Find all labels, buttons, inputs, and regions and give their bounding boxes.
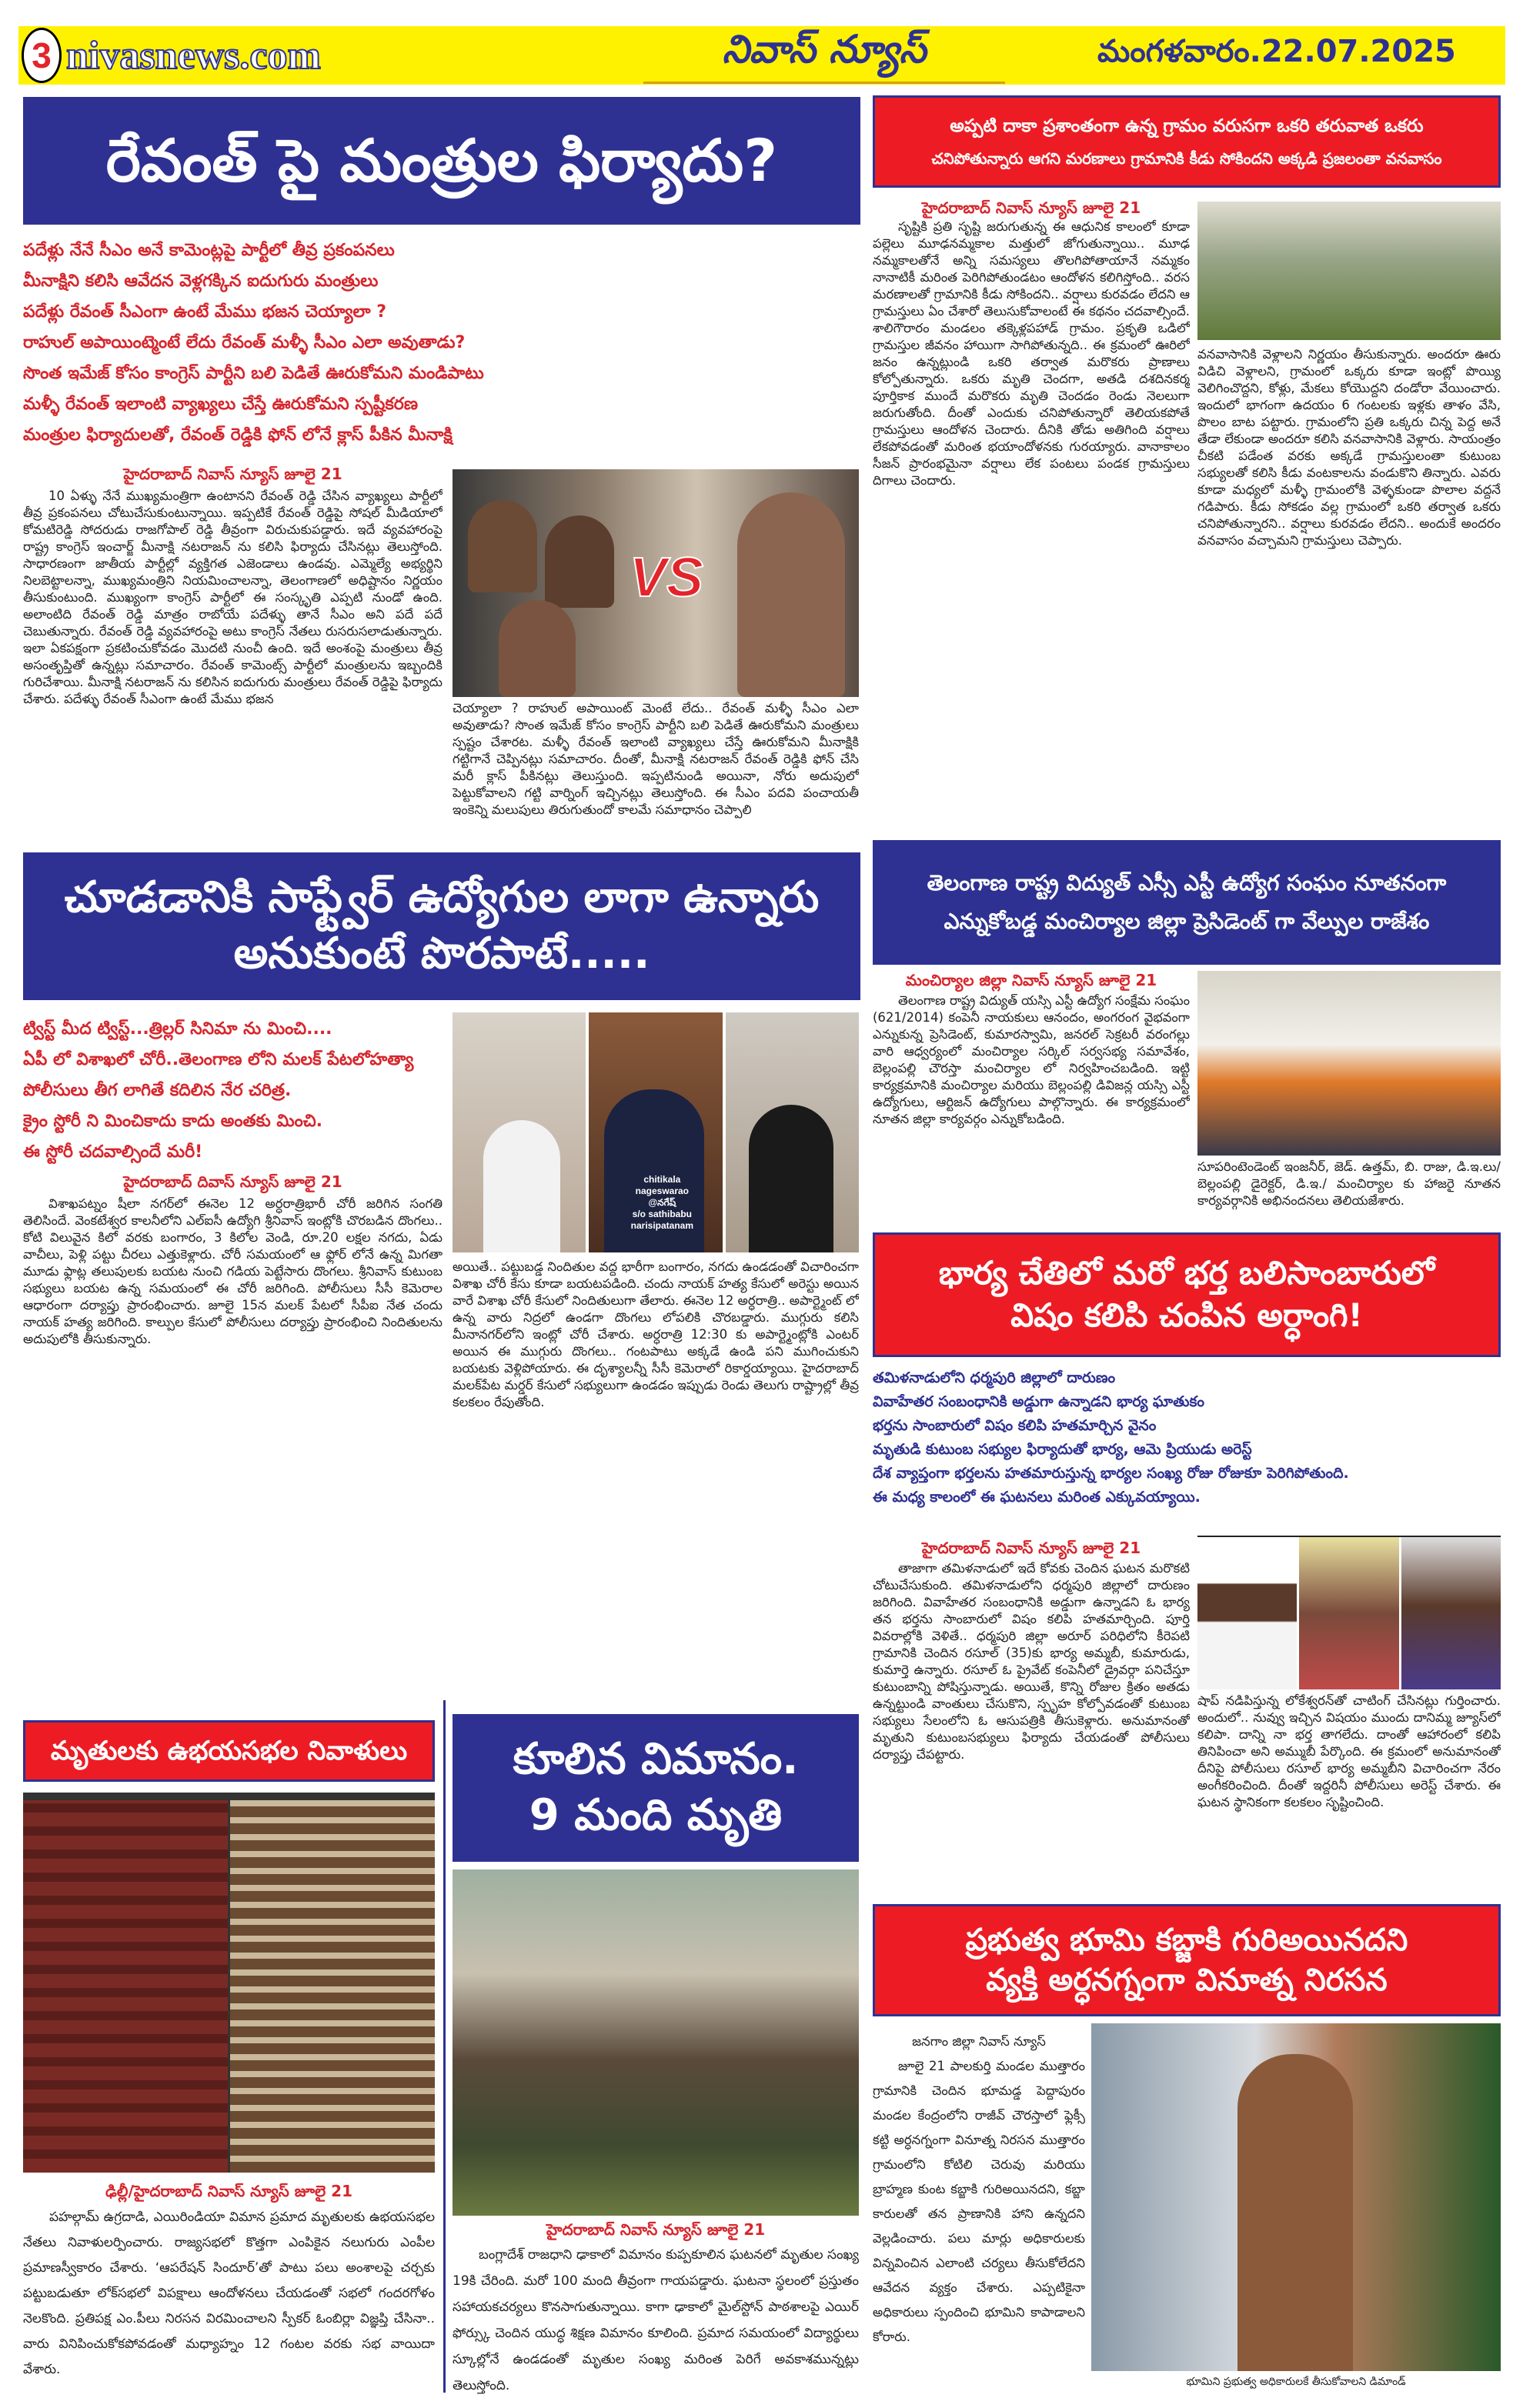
subhead: మృతుడి కుటుంబ సభ్యుల ఫిర్యాదుతో భార్య, ఆమె ప్రియుడు అరెస్ట్ [873, 1441, 1252, 1458]
subhead: దేశ వ్యాప్తంగా భర్తలను హతమారుస్తున్న భార్యల సంఖ్య రోజు రోజుకూ పెరిగిపోతుంది. [873, 1465, 1349, 1482]
story7-photo [1197, 1536, 1501, 1689]
story7-subheads [873, 1366, 1501, 1509]
subhead: తమిళనాడులోని ధర్మపురి జిల్లాలో దారుణం [873, 1369, 1116, 1386]
paragraph: వనవాసానికి వెళ్లాలని నిర్ణయం తీసుకున్నారు. అందరూ ఊరు విడిచి వెళ్లాలని, గ్రామంలో ఒక్కరు కూడా ఇంట్లో పొయ్యి వెలిగించొద్దని, కోళ్లు, మేకలు కోయొద్దని దండోరా వేయించారు. ఇందులో భాగంగా ఉదయం 6 గంటలకు ఇళ్లకు తాళం వేసి, పొలం బాట పట్టారు. గ్రామంలోని ప్రతి ఒక్కరు చిన్న పెద్ద అనే తేడా లేకుండా అందరూ కలిసి వనవాసానికి వెళ్లారు. సాయంత్రం చీకటి పడేంత వరకు అక్కడే గ్రామస్తులంతా కుటుంబ సభ్యులతో కలిసి కీడు వంటకాలను వండుకొని తిన్నారు. ఎవరు కూడా మధ్యలో మళ్ళీ గ్రామంలోకి వెళ్ళకుండా పొలాల వద్దనే గడిపారు. కీడు సోకడం వల్ల గ్రామంలో ఒకరి తర్వాత ఒకరు చనిపోతున్నారని.. వర్షాలు కురవడం లేదని.. అందుకే అందరం వనవాసం వచ్చామని గ్రామస్తులు చెప్పారు. [1197, 347, 1501, 548]
person-figure [1237, 2054, 1353, 2371]
person-figure [499, 600, 576, 697]
story2-subheads [23, 1014, 443, 1168]
suspect-photo [589, 1012, 722, 1252]
story8-body [873, 2029, 1085, 2377]
accused-photo [1401, 1537, 1501, 1689]
paragraph: పహల్గామ్ ఉగ్రదాడి, ఎయిరిండియా విమాన ప్రమాద మృతులకు ఉభయసభల నేతలు నివాళులర్పించారు. రాజ్యసభలో కొత్తగా ఎంపికైన నలుగురు ఎంపీల ప్రమాణస్వీకారం చేశారు. ‘ఆపరేషన్ సిందూర్’తో పాటు పలు అంశాలపై చర్చకు పట్టుబడుతూ లోక్‌సభలో విపక్షాలు ఆందోళనలు చేయడంతో సభలో గందరగోళం నెలకొంది. ప్రతిపక్ష ఎం.పీలు నిరసన విరమించాలని స్పీకర్ ఓంబిర్లా విజ్ఞప్తి చేసినా.. వారు వినిపించుకోకపోవడంతో మధ్యాహ్నం 12 గంటల వరకు సభ వాయిదా వేశారు. [23, 2210, 435, 2377]
subhead: ట్విస్ట్ మీద ట్విస్ట్...త్రిల్లర్ సినిమా ను మించి.... [23, 1019, 332, 1039]
parliament-photo [23, 1800, 228, 2173]
story1-dateline: హైదరాబాద్ నివాస్ న్యూస్ జూలై 21 [123, 465, 342, 483]
subhead: మళ్ళీ రేవంత్ ఇలాంటి వ్యాఖ్యలు చేస్తే ఊరుకోమని స్పష్టీకరణ [23, 395, 419, 414]
story6-dateline: మంచిర్యాల జిల్లా నివాస్ న్యూస్ జూలై 21 [905, 971, 1157, 989]
subhead: పోలీసులు తీగ లాగితే కదిలిన నేర చరిత్ర. [23, 1081, 292, 1100]
story1-body-right [453, 700, 859, 839]
story6-body [873, 992, 1190, 1157]
headline-line: కూలిన విమానం. [513, 1734, 799, 1785]
paragraph: తాజాగా తమిళనాడులో ఇదే కోవకు చెందిన ఘటన మరొకటి చోటుచేసుకుంది. తమిళనాడులోని ధర్మపురి జిల్లాలో దారుణం జరిగింది. వివాహేతర సంబంధానికి అడ్డుగా ఉన్నాడని ఓ భార్య తన భర్తను సాంబారులో విషం కలిపి హతమార్చింది. పూర్తి వివరాల్లోకి వెళితే.. ధర్మపురి జిల్లా అరూర్ పరిధిలోని కీరెపటి గ్రామానికి చెందిన రసూల్ (35)కు భార్య అమ్మబీ, కుమారుడు, కుమార్తె ఉన్నారు. రసూల్ ఓ ప్రైవేట్ కంపెనీలో డ్రైవర్గా పనిచేస్తూ కుటుంబాన్ని పోషిస్తున్నాడు. అయితే, కొన్ని రోజుల క్రితం అతడు ఉన్నట్టుండి వాంతులు చేసుకొని, స్పృహ కోల్పోవడంతో కుటుంబ సభ్యులు సేలంలోని ఓ ఆసుపత్రికి తీసుకెళ్లారు. అనుమానంతో మృతుని కుటుంబసభ్యులు ఫిర్యాదు చేయడంతో పోలీసులు దర్యాప్తు చేపట్టారు. [873, 1561, 1190, 1762]
story5-body-right [1197, 346, 1501, 819]
caption-line: s/o sathibabu [632, 1209, 692, 1219]
page-number: 3 [22, 28, 62, 83]
story1-headline: రేవంత్ పై మంత్రుల ఫిర్యాదు? [23, 97, 860, 225]
story2-body-left [23, 1196, 443, 1696]
person-figure [468, 500, 537, 592]
headline-line: ఎన్నుకోబడ్డ మంచిర్యాల జిల్లా ప్రెసిడెంట్ గా వేల్పుల రాజేశం [944, 909, 1430, 934]
headline-line: భార్య చేతిలో మరో భర్త బలిసాంబారులో [938, 1254, 1435, 1292]
union-meeting-photo [1197, 971, 1501, 1156]
column-divider [443, 1700, 446, 2177]
subhead: పదేళ్లు రేవంత్ సీఎంగా ఉంటే మేము భజన చెయ్యాలా ? [23, 302, 386, 322]
story5-headline [873, 95, 1501, 188]
suspect-photo [726, 1012, 859, 1252]
paragraph: బంగ్లాదేశ్ రాజధాని ఢాకాలో విమానం కుప్పకూలిన ఘటనలో మృతుల సంఖ్య 19కి చేరింది. మరో 100 మంది తీవ్రంగా గాయపడ్డారు. ఘటనా స్థలంలో ప్రస్తుతం సహాయకచర్యలు కొనసాగుతున్నాయి. కాగా ఢాకాలో మైల్‌స్టోన్ పాఠశాలపై ఎయిర్ ఫోర్స్కు చెందిన యుద్ధ శిక్షణ విమానం కూలింది. ప్రమాద సమయంలో విద్యార్థులు స్కూల్లోనే ఉండడంతో మృతుల సంఖ్య మరింత పెరిగే అవకాశమున్నట్లు తెలుస్తోంది. [453, 2247, 859, 2393]
paragraph: తెలంగాణ రాష్ట్ర విద్యుత్ యస్సి ఎస్టీ ఉద్యోగ సంక్షేమ సంఘం (621/2014) కంపెనీ నాయకులు ఆనందం, అంగరంగ వైభవంగా ఎన్నుకున్న ప్రెసిడెంట్, కుమారస్వామి, జనరల్ సెక్రటరీ వరంగల్లు వారి ఆధ్వర్యంలో మంచిర్యాల సర్కిల్ సర్వసభ్య సమావేశం, బెల్లంపల్లి చౌరస్తా మంచిర్యాల లో నిర్వహించబడింది. ఇట్టి కార్యక్రమానికి మంచిర్యాల మరియు బెల్లంపల్లి డివిజన్ల యస్సి ఎస్టీ ఉద్యోగులు, ఆర్టిజన్ ఉద్యోగులు పాల్గొన్నారు. ఈ కార్యక్రమంలో నూతన జిల్లా కార్యవర్గం ఎన్నుకోబడింది. [873, 993, 1190, 1126]
story4-dateline: హైదరాబాద్ నివాస్ న్యూస్ జూలై 21 [546, 2220, 766, 2239]
story8-headline [873, 1904, 1501, 2016]
story3-body [23, 2205, 435, 2383]
paragraph: 10 ఏళ్ళు నేనే ముఖ్యమంత్రిగా ఉంటానని రేవంత్ రెడ్డి చేసిన వ్యాఖ్యలు పార్టీలో తీవ్ర ప్రకంపనలు చోటుచేసుకుంటున్నాయి. ఇప్పటికే రేవంత్ రెడ్డిపై సోషల్ మీడియాలో కోమటిరెడ్డి సోదరుడు రాజగోపాల్ రెడ్డి తీవ్రంగా విరుచుకుపడ్డారు. ఇదే వ్యవహారంపై రాష్ట్ర కాంగ్రెస్ ఇంచార్జ్ మీనాక్షి నటరాజన్ ను కలిసి ఫిర్యాదు చేసినట్లు తెలుస్తోంది. సాధారణంగా జాతీయ పార్టీల్లో వ్యక్తిగత ఎజెండాలు ఉండవు. ఎమ్మెల్యే అభ్యర్థిని నిలబెట్టాలన్నా, ముఖ్యమంత్రిని నియమించాలన్నా, తెలంగాణలో అధిష్టానం నిర్ణయం తీసుకుంటుంది. ముఖ్యంగా కాంగ్రెస్ పార్టీలో ఈ సంస్కృతి ఎప్పటి నుండో ఉంది. అలాంటిది రేవంత్ రెడ్డి మాత్రం రాబోయే పదేళ్ళు తానే సీఎం అని పదే పదే చెబుతున్నారు. రేవంత్ రెడ్డి వ్యవహారంపై అటు కాంగ్రెస్ నేతలు రుసరుసలాడుతున్నారు. ఇలా ఏకపక్షంగా ప్రకటించుకోవడం మొదటి నుంచీ ఉంది. ఇదే అంశంపై మంత్రులు తీవ్ర అసంతృప్తితో ఉన్నట్లు సమాచారం. రేవంత్ కామెంట్స్ పార్టీలో మంత్రులను ఇబ్బందికి గురిచేశాయి. మీనాక్షి నటరాజన్ ను కలిసిన ఐదుగురు మంత్రులు రేవంత్ రెడ్డిపై ఫిర్యాదు చేశారు. పదేళ్ళు రేవంత్ సీఎంగా ఉంటే మేము భజన [23, 489, 443, 706]
story3-headline: మృతులకు ఉభయసభల నివాళులు [23, 1720, 435, 1782]
story7-body-right [1197, 1693, 1501, 1883]
villagers-photo [1197, 202, 1501, 340]
paragraph: విశాఖపట్నం షీలా నగర్‌లో ఈనెల 12 అర్ధరాత్రిభారీ చోరీ జరిగిన సంగతి తెలిసిందే. వెంకటేశ్వర కాలనీలోని ఎల్ఐసీ ఉద్యోగి శ్రీనివాస్ ఇంట్లోకి చొరబడిన దొంగలు.. కోటి విలువైన కిలో వరకు బంగారం, 3 కిలోల వెండి, రూ.20 లక్షల నగదు, ఏడు వాచీలు, పెళ్లి పట్టు చీరలు ఎత్తుకెళ్లారు. చోరీ సమయంలో ఆ ఫ్లోర్ లోనే ఉన్న మిగతా మూడు ఫ్లాట్ల తలుపులకు బయట నుంచి గడియ పెట్టేసారు దొంగలు. శ్రీనివాస్ కుటుంబ సభ్యులు బయట ఉన్న సమయంలో ఈ చోరీ జరిగింది. పోలీసులు సీసీ కెమెరాల ఆధారంగా దర్యాప్తు ప్రారంభించారు. జూలై 15న మలక్ పేటలో సీపీఐ నేత చందు నాయక్ హత్య జరిగింది. కాల్పుల కేసులో పోలీసులు దర్యాప్తు ప్రారంభించి నిందితులను అదుపులోకి తీసుకున్నారు. [23, 1196, 443, 1346]
paragraph: సృష్టికి ప్రతి సృష్టి జరుగుతున్న ఈ ఆధునిక కాలంలో కూడా పల్లెలు మూఢనమ్మకాల మత్తులో జోగుతున్నాయి.. మూఢ నమ్మకాలతోనే అన్ని సమస్యలు తొలగిపోతాయానే నమ్మకం నానాటికీ మరింత పెరిగిపోతుండటం ఆందోళన కలిగిస్తోంది.. వరస మరణాలతో గ్రామానికి కీడు సోకిందని.. వర్షాలు కురవడం లేదని ఆ గ్రామస్తులు ఏం చేశారో తెలుసుకోవాలంటే ఈ కథనం చదవాల్సిందే. శాలిగౌరారం మండలం తక్కెళ్లపహాడ్ గ్రామం. ప్రకృతి ఒడిలో గ్రామస్తుల జీవనం హాయిగా సాగిపోతున్నది.. ఈ క్రమంలో ఊరిలో జనం ఉన్నట్లుండి ఒకరి తర్వాత మరొకరు ప్రాణాలు కోల్పోతున్నారు. ఒకరు మృతి చెందగా, అతడి దశదినకర్మ పూర్తికాక ముందే మరొకరు మృతి చెందడం రెండు నెలలుగా జరుగుతోంది. దీంతో ఎందుకు చనిపోతున్నారో తెలియకపోతే గ్రామస్తులు ఆందోళన చెందారు. దీనికి తోడు అతిగింది వర్షాలు లేకపోవడంతో మరింత భయాందోళనకు గురయ్యారు. వానాకాలం సీజన్ ప్రారంభమైనా వర్షాలు లేక పంటలు పండక గ్రామస్తులు దిగాలు చెందారు. [873, 219, 1190, 488]
story2-headline: చూడడానికి సాఫ్ట్వేర్ ఉద్యోగుల లాగా ఉన్నారు అనుకుంటే పొరపాటే..... [23, 852, 860, 1000]
subhead: పదేళ్లు నేనే సీఎం అనే కామెంట్లపై పార్టీలో తీవ్ర ప్రకంపనలు [23, 241, 395, 260]
issue-date: మంగళవారం.22.07.2025 [1097, 34, 1456, 69]
person-figure [749, 1105, 833, 1252]
story1-body-left [23, 488, 443, 834]
paragraph: షాప్ నడిపిస్తున్న లోకేశ్వరన్‌తో చాటింగ్ చేసినట్లు గుర్తించారు. అందులో.. నువ్వు ఇచ్చిన విషయం ముందు దానిమ్మ జ్యూస్‌లో కలిపా. దాన్ని నా భర్త తాగలేదు. దాంతో ఆహారంలో కలిపి తినిపించా అని అమ్ముబీ పేర్కొంది. ఈ క్రమంలో అనుమానంతో దీనిపై పోలీసులు రసూల్ భార్య అమ్మబీని విచారించగా నేరం అంగీకరించింది. దీంతో ఇద్దరినీ పోలీసులు అరెస్ట్ చేశారు. ఈ ఘటన స్థానికంగా కలకలం సృష్టించింది. [1197, 1693, 1501, 1809]
subhead: మంత్రుల ఫిర్యాదులతో, రేవంత్ రెడ్డికి ఫోన్ లోనే క్లాస్ పీకిన మీనాక్షి [23, 425, 453, 445]
headline-line: చనిపోతున్నారు ఆగని మరణాలు గ్రామానికి కీడు సోకిందని అక్కడి ప్రజలంతా వనవాసం [931, 148, 1442, 168]
caption-line: @నగేష్ [648, 1197, 676, 1208]
caption-line: narisipatanam [630, 1220, 694, 1231]
story1-photo [453, 469, 859, 697]
vs-label: VS [630, 547, 704, 609]
headline-line: తెలంగాణ రాష్ట్ర విద్యుత్ ఎస్సీ ఎస్టీ ఉద్యోగ సంఘం నూతనంగా [927, 869, 1447, 895]
paragraph: జూలై 21 పాలకుర్తి మండల ముత్తారం గ్రామానికి చెందిన భూమడ్డ పెద్దాపురం మండల కేంద్రంలోని రాజీవ్ చౌరస్తాలో ఫ్లెక్సీ కట్టి అర్ధనగ్నంగా వినూత్న నిరసన ముత్తారం గ్రామంలోని కోటిలి చెరువు మరియు బ్రాహ్మణ కుంట కబ్జాకి గురిఅయినదని, కబ్జా కారులతో తన ప్రాణానికి హాని ఉన్నదని వెల్లడించారు. పలు మార్లు అధికారులకు విన్నవించిన ఎలాంటి చర్యలు తీసుకోలేదని ఆవేదన వ్యక్తం చేశారు. ఎప్పటికైనా అధికారులు స్పందించి భూమిని కాపాడాలని కోరారు. [873, 2059, 1085, 2344]
person-figure [545, 515, 614, 608]
story1-subheads [23, 235, 860, 451]
caption-line: chitikala [643, 1174, 681, 1185]
person-figure [737, 492, 845, 697]
subhead: ఈ మధ్య కాలంలో ఈ ఘటనలు మరింత ఎక్కువయ్యాయి. [873, 1489, 1201, 1506]
parliament-photo [230, 1800, 435, 2173]
suspect-photo [453, 1012, 586, 1252]
paragraph: అయితే.. పట్టుబడ్డ నిందితుల వద్ద భారీగా బంగారం, నగదు ఉండడంతో విచారించగా విశాఖ చోరీ కేసు కూడా బయటపడింది. చందు నాయక్ హత్య కేసులో అరెస్టు అయిన వారే విశాఖ చోరీ కేసులో నిందితులుగా తేలారు. ఈనెల 12 అర్ధరాత్రి.. అపార్ట్మెంట్ లో ఉన్న వారు నిద్రలో ఉండగా దొంగలు లోపలికి చొరబడ్డారు. ముగ్గురు కలిసి మీనానగర్‌లోని ఇంట్లో చోరీ చేశారు. అర్ధరాత్రి 12:30 కు అపార్ట్మెంట్లోకి ఎంటర్ అయిన ఈ ముగ్గురు దొంగలు.. గంటపాటు అక్కడే ఉండి పని ముగించుకుని బయటకు వెళ్లిపోయారు. ఈ దృశ్యాలన్నీ సీసీ కెమెరాలో రికార్డయ్యాయి. హైదరాబాద్ మలక్‌పేట మర్డర్ కేసులో సభ్యులుగా ఉండడం ఇప్పుడు రెండు తెలుగు రాష్ట్రాల్లో తీవ్ర కలకలం రేపుతోంది. [453, 1259, 859, 1409]
story6-body-full [1197, 1159, 1501, 1209]
headline-line: ప్రభుత్వ భూమి కబ్జాకి గురిఅయినదని [965, 1923, 1408, 1958]
story3-photo [23, 1793, 435, 2173]
paragraph: సూపరింటెండెంట్ ఇంజనీర్, జెడ్. ఉత్తమ్, బి. రాజు, డి.ఇ.లు/బెల్లంపల్లి డైరెక్టర్, డి.ఇ./ మంచిర్యాల కు హాజరై నూతన కార్యవర్గానికి అభినందనలు తెలియజేశారు. [1197, 1159, 1501, 1208]
story7-body-left [873, 1560, 1190, 1883]
story2-photo [453, 1012, 859, 1252]
caption-line: nageswarao [635, 1186, 690, 1196]
paragraph: చెయ్యాలా ? రాహుల్ అపాయింట్ మెంటే లేదు.. రేవంత్ మళ్ళీ సీఎం ఎలా అవుతాడు? సొంత ఇమేజ్ కోసం కాంగ్రెస్ పార్టీని బలి పెడితే ఊరుకోమని మంత్రులు స్పష్టం చేశారట. మళ్ళీ రేవంత్ ఇలాంటి వ్యాఖ్యలు చేస్తే ఊరుకోమని మీనాక్షికి గట్టిగానే చెప్పినట్లు సమాచారం. దీంతో, మీనాక్షి నటరాజన్ రేవంత్ రెడ్డికి ఫోన్ చేసి మరీ క్లాస్ పీకినట్లు తెలుస్తుంది. ఇప్పటినుండి అయినా, నోరు అదుపులో పెట్టుకోవాలని గట్టి వార్నింగ్ ఇచ్చినట్లు తెలుస్తోంది. ఈ సీఎం పదవి పంచాయతీ ఇంకెన్ని మలుపులు తిరుగుతుందో కాలమే సమాధానం చెప్పాలి [453, 701, 859, 817]
site-name[interactable]: nivasnews.com [66, 33, 321, 78]
story8-image-caption: భూమిని ప్రభుత్వ అధికారులకే తీసుకోవాలని డిమాండ్ [1186, 2376, 1406, 2388]
newspaper-brand: నివాస్ న్యూస్ [643, 27, 1005, 84]
subhead: ఏపీ లో విశాఖలో చోరీ..తెలంగాణ లోని మలక్ పేటలోహత్యా [23, 1050, 414, 1069]
headline-line: 9 మంది మృతి [529, 1790, 783, 1840]
story7-dateline: హైదరాబాద్ నివాస్ న్యూస్ జూలై 21 [921, 1539, 1141, 1557]
story8-dateline: జనగాం జిల్లా నివాస్ న్యూస్ [912, 2034, 1046, 2049]
couple-photo [1299, 1537, 1398, 1689]
masthead [18, 26, 1505, 85]
story6-headline [873, 840, 1501, 965]
headline-line: వ్యక్తి అర్ధనగ్నంగా వినూత్న నిరసన [986, 1963, 1388, 1998]
story2-dateline: హైదరాబాద్ దివాస్ న్యూస్ జూలై 21 [123, 1172, 342, 1191]
story2-body-right [453, 1259, 859, 1696]
victim-photo [1197, 1537, 1297, 1689]
subhead: వివాహేతర సంబంధానికి అడ్డుగా ఉన్నాడని భార్య ఘాతుకం [873, 1393, 1205, 1410]
story5-body-left [873, 218, 1190, 819]
story4-body [453, 2242, 859, 2399]
story3-dateline: ఢిల్లీ/హైదరాబాద్ నివాస్ న్యూస్ జూలై 21 [105, 2182, 352, 2200]
subhead: క్రైం స్టోరీ ని మించికాదు కాదు అంతకు మించి. [23, 1112, 323, 1131]
subhead: సొంత ఇమేజ్ కోసం కాంగ్రెస్ పార్టీని బలి పెడితే ఊరుకోమని మండిపాటు [23, 364, 484, 383]
subhead: రాహుల్ అపాయింట్మెంటే లేదు రేవంత్ మళ్ళీ సీఎం ఎలా అవుతాడు? [23, 333, 466, 352]
column-divider [443, 2177, 446, 2393]
subhead: మీనాక్షిని కలిసి ఆవేదన వెళ్లగక్కిన ఐదుగురు మంత్రులు [23, 272, 379, 291]
plane-crash-photo [453, 1869, 859, 2216]
headline-line: అప్పటి దాకా ప్రశాంతంగా ఉన్న గ్రామం వరుసగా ఒకరి తరువాత ఒకరు [950, 116, 1424, 137]
headline-line: విషం కలిపి చంపిన అర్ధాంగి! [1010, 1296, 1363, 1334]
person-figure [483, 1120, 560, 1252]
subhead: ఈ స్టోరీ చదవాల్సిందే మరీ! [23, 1142, 203, 1162]
story5-dateline: హైదరాబాద్ నివాస్ న్యూస్ జూలై 21 [921, 198, 1141, 217]
story4-headline [453, 1714, 859, 1862]
protester-photo [1091, 2023, 1501, 2371]
image-caption [612, 1174, 712, 1232]
subhead: భర్తను సాంబారులో విషం కలిపి హతమార్చిన వైనం [873, 1417, 1157, 1434]
story7-headline [873, 1232, 1501, 1357]
